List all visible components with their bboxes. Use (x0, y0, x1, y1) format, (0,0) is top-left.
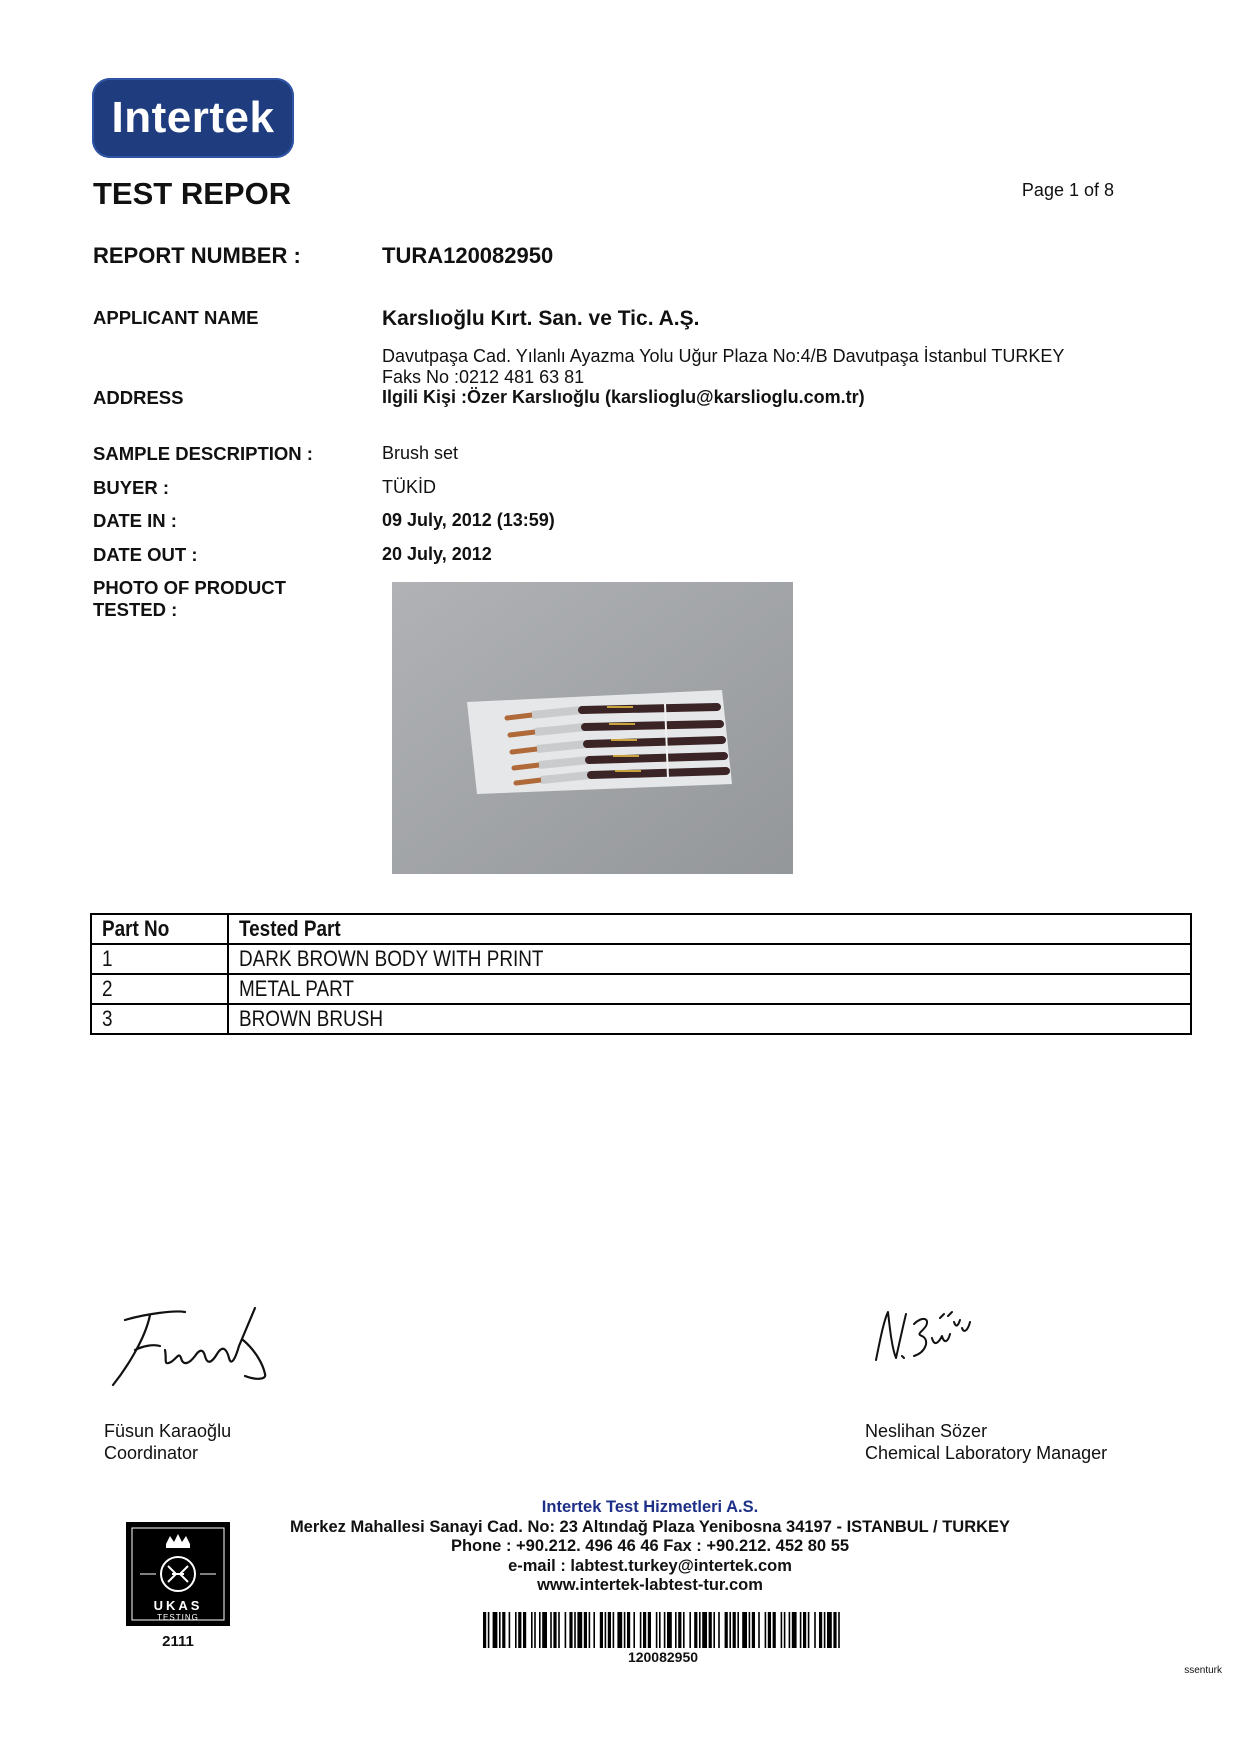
footer-address-block (250, 1498, 1050, 1596)
photo-label-line-2: TESTED : (93, 599, 178, 620)
signer-right-role: Chemical Laboratory Manager (865, 1443, 1108, 1463)
signer-right-name: Neslihan Sözer (865, 1421, 988, 1441)
signature-left-icon (105, 1300, 285, 1390)
contact-person: Ilgili Kişi :Özer Karslıoğlu (karslioglu@karslioglu.com.tr) (382, 387, 865, 407)
table-row (91, 974, 1191, 1004)
barcode-number: 120082950 (627, 1649, 699, 1665)
table-row (91, 944, 1191, 974)
part-no-cell: 3 (91, 1004, 228, 1034)
date-in-label: DATE IN : (93, 510, 177, 531)
address-line-1: Davutpaşa Cad. Yılanlı Ayazma Yolu Uğur Plaza No:4/B Davutpaşa İstanbul TURKEY (382, 346, 1065, 366)
header-part-no: Part No (91, 914, 228, 944)
buyer-label: BUYER : (93, 477, 170, 498)
footer-address: Merkez Mahallesi Sanayi Cad. No: 23 Altındağ Plaza Yenibosna 34197 - ISTANBUL / TURKEY (289, 1517, 1011, 1536)
ukas-number: 2111 (162, 1633, 194, 1650)
table-row (91, 1004, 1191, 1034)
date-out-label: DATE OUT : (93, 544, 198, 565)
part-no-cell: 1 (91, 944, 228, 974)
report-number: TURA120082950 (382, 243, 554, 268)
footer-company: Intertek Test Hizmetleri A.S. (541, 1498, 759, 1516)
report-number-label: REPORT NUMBER : (93, 243, 301, 268)
buyer-value: TÜKİD (382, 477, 436, 497)
footer-phone: Phone : +90.212. 496 46 46 Fax : +90.212. 452 80 55 (450, 1537, 850, 1555)
signer-left-name: Füsun Karaoğlu (104, 1421, 232, 1441)
tested-part-cell: BROWN BRUSH (228, 1004, 1191, 1034)
signature-right-icon (870, 1300, 980, 1375)
product-photo (392, 582, 793, 874)
sample-label: SAMPLE DESCRIPTION : (93, 443, 313, 464)
address-label: ADDRESS (93, 387, 184, 408)
sample-description: Brush set (382, 443, 459, 463)
page-indicator: Page 1 of 8 (1021, 180, 1114, 200)
logo-text: Intertek (111, 93, 275, 142)
tested-part-cell: METAL PART (228, 974, 1191, 1004)
ukas-subtext: TESTING (157, 1613, 199, 1622)
signer-left-role: Coordinator (104, 1443, 199, 1463)
footer-website: www.intertek-labtest-tur.com (537, 1576, 763, 1594)
report-title: TEST REPOR (93, 176, 292, 211)
applicant-name: Karslıoğlu Kırt. San. ve Tic. A.Ş. (382, 307, 700, 330)
header-tested-part: Tested Part (228, 914, 1191, 944)
table-header-row (91, 914, 1191, 944)
barcode-icon (483, 1612, 843, 1648)
photo-label-line-1: PHOTO OF PRODUCT (93, 577, 286, 598)
date-in-value: 09 July, 2012 (13:59) (382, 510, 555, 530)
applicant-label: APPLICANT NAME (93, 307, 259, 328)
date-out-value: 20 July, 2012 (382, 544, 492, 564)
ukas-text: UKAS (153, 1598, 203, 1613)
footer-email: e-mail : labtest.turkey@intertek.com (508, 1556, 792, 1575)
ukas-accreditation-mark (126, 1522, 230, 1626)
tested-parts-table (90, 913, 1192, 1035)
address-line-2: Faks No :0212 481 63 81 (382, 367, 585, 387)
intertek-logo (92, 78, 294, 158)
operator-id: ssenturk (1184, 1665, 1222, 1676)
tested-part-cell: DARK BROWN BODY WITH PRINT (228, 944, 1191, 974)
part-no-cell: 2 (91, 974, 228, 1004)
